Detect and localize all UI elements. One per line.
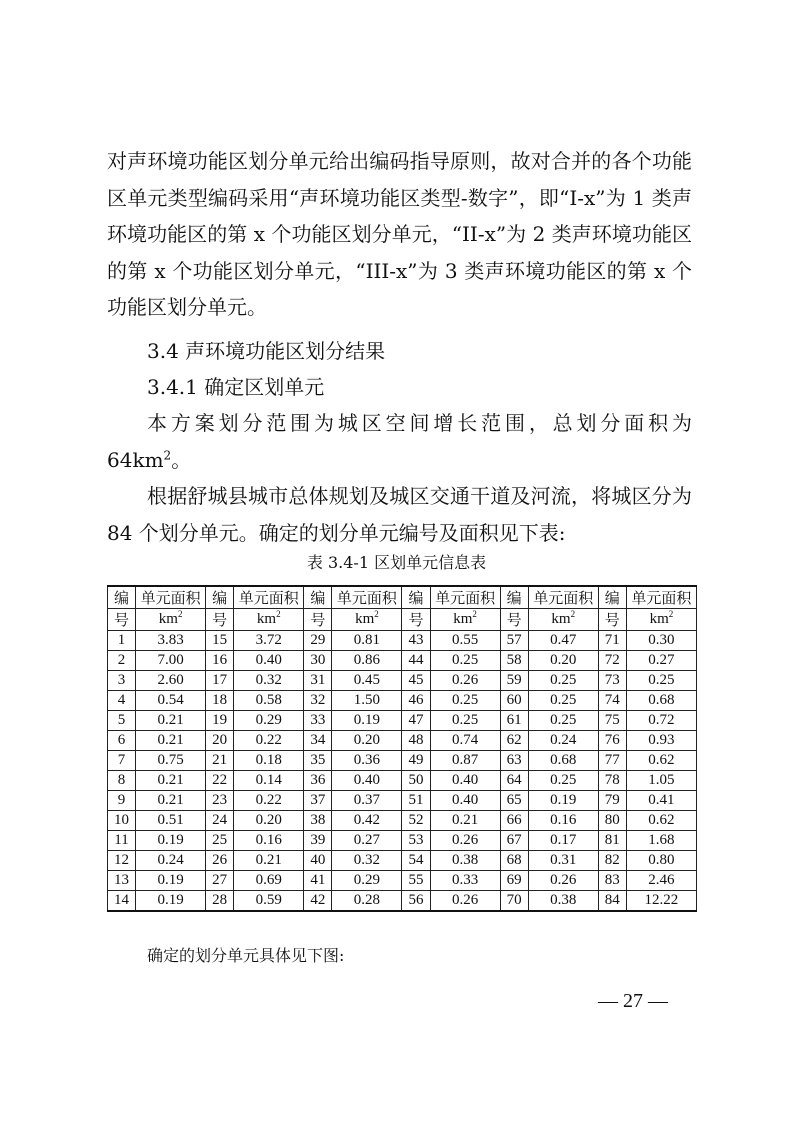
unit-area-cell: 0.80: [626, 851, 696, 871]
unit-number-cell: 6: [108, 731, 136, 751]
unit-area-cell: 0.86: [332, 651, 402, 671]
table-row: [108, 651, 697, 671]
unit-number-cell: 12: [108, 851, 136, 871]
header-number-2: 号: [598, 609, 626, 631]
area-unit-superscript: 2: [177, 609, 183, 619]
unit-area-cell: 0.25: [430, 711, 500, 731]
unit-area-cell: 0.87: [430, 751, 500, 771]
unit-area-cell: 0.40: [430, 791, 500, 811]
unit-number-cell: 71: [598, 631, 626, 651]
unit-number-cell: 40: [304, 851, 332, 871]
unit-area-cell: 0.26: [430, 891, 500, 912]
unit-area-cell: 0.24: [528, 731, 598, 751]
header-number-2: 号: [500, 609, 528, 631]
header-area-unit: [234, 609, 304, 631]
table-caption: 表 3.4-1 区划单元信息表: [306, 553, 487, 572]
table-header: [108, 586, 697, 631]
unit-number-cell: 50: [402, 771, 430, 791]
header-number: 编: [598, 586, 626, 609]
unit-number-cell: 15: [206, 631, 234, 651]
unit-number-cell: 25: [206, 831, 234, 851]
unit-area-cell: 0.18: [234, 751, 304, 771]
header-number-2: 号: [304, 609, 332, 631]
unit-area-cell: 0.32: [234, 671, 304, 691]
unit-number-cell: 33: [304, 711, 332, 731]
area-paragraph: [107, 405, 692, 478]
section-heading-3-4: 3.4 声环境功能区划分结果: [147, 339, 386, 363]
unit-number-cell: 73: [598, 671, 626, 691]
table-row: [108, 731, 697, 751]
table-row: [108, 671, 697, 691]
unit-area-cell: 0.40: [332, 771, 402, 791]
table-row: [108, 791, 697, 811]
header-number: 编: [304, 586, 332, 609]
unit-area-cell: 0.47: [528, 631, 598, 651]
unit-number-cell: 56: [402, 891, 430, 912]
unit-area-cell: 0.21: [136, 771, 206, 791]
unit-number-cell: 45: [402, 671, 430, 691]
unit-number-cell: 41: [304, 871, 332, 891]
unit-area-cell: 1.68: [626, 831, 696, 851]
unit-area-cell: 0.93: [626, 731, 696, 751]
unit-number-cell: 1: [108, 631, 136, 651]
unit-area-cell: 0.25: [430, 651, 500, 671]
unit-number-cell: 2: [108, 651, 136, 671]
unit-area-cell: 0.68: [626, 691, 696, 711]
unit-info-table: [107, 585, 697, 912]
unit-area-cell: 0.20: [528, 651, 598, 671]
unit-number-cell: 78: [598, 771, 626, 791]
unit-area-cell: 0.40: [430, 771, 500, 791]
unit-area-cell: 0.21: [430, 811, 500, 831]
header-area: 单元面积: [430, 586, 500, 609]
unit-area-cell: 0.25: [528, 771, 598, 791]
header-area-unit: [626, 609, 696, 631]
unit-number-cell: 7: [108, 751, 136, 771]
area-unit-text: km: [649, 611, 669, 627]
section-heading-3-4-1: 3.4.1 确定区划单元: [147, 375, 325, 399]
unit-number-cell: 58: [500, 651, 528, 671]
unit-area-cell: 0.40: [234, 651, 304, 671]
unit-number-cell: 49: [402, 751, 430, 771]
unit-area-cell: 0.19: [136, 831, 206, 851]
unit-area-cell: 0.58: [234, 691, 304, 711]
header-area: 单元面积: [332, 586, 402, 609]
unit-number-cell: 74: [598, 691, 626, 711]
unit-number-cell: 22: [206, 771, 234, 791]
unit-number-cell: 83: [598, 871, 626, 891]
unit-number-cell: 59: [500, 671, 528, 691]
table-row: [108, 751, 697, 771]
unit-area-cell: 0.26: [528, 871, 598, 891]
area-unit-text: km: [551, 611, 571, 627]
area-unit-superscript: 2: [472, 609, 477, 619]
table-row: [108, 691, 697, 711]
unit-area-cell: 0.16: [528, 811, 598, 831]
unit-area-cell: 0.19: [332, 711, 402, 731]
unit-area-cell: 0.68: [528, 751, 598, 771]
unit-number-cell: 44: [402, 651, 430, 671]
unit-area-cell: 0.42: [332, 811, 402, 831]
unit-number-cell: 76: [598, 731, 626, 751]
unit-number-cell: 66: [500, 811, 528, 831]
unit-area-cell: 0.32: [332, 851, 402, 871]
unit-number-cell: 81: [598, 831, 626, 851]
header-number: 编: [206, 586, 234, 609]
unit-area-cell: 0.38: [528, 891, 598, 912]
unit-number-cell: 52: [402, 811, 430, 831]
unit-number-cell: 61: [500, 711, 528, 731]
unit-area-cell: 0.22: [234, 731, 304, 751]
unit-area-cell: 0.25: [430, 691, 500, 711]
unit-number-cell: 29: [304, 631, 332, 651]
unit-number-cell: 62: [500, 731, 528, 751]
header-area: 单元面积: [528, 586, 598, 609]
unit-number-cell: 82: [598, 851, 626, 871]
header-number-2: 号: [108, 609, 136, 631]
unit-number-cell: 10: [108, 811, 136, 831]
unit-area-cell: 0.31: [528, 851, 598, 871]
unit-area-cell: 0.25: [528, 671, 598, 691]
table-row: [108, 811, 697, 831]
unit-number-cell: 17: [206, 671, 234, 691]
unit-number-cell: 35: [304, 751, 332, 771]
header-number: 编: [402, 586, 430, 609]
unit-number-cell: 39: [304, 831, 332, 851]
unit-area-cell: 0.25: [528, 711, 598, 731]
header-number: 编: [500, 586, 528, 609]
unit-number-cell: 26: [206, 851, 234, 871]
unit-area-cell: 3.72: [234, 631, 304, 651]
unit-area-cell: 12.22: [626, 891, 696, 912]
unit-area-cell: 0.27: [332, 831, 402, 851]
unit-number-cell: 51: [402, 791, 430, 811]
unit-number-cell: 38: [304, 811, 332, 831]
unit-area-cell: 0.17: [528, 831, 598, 851]
unit-number-cell: 8: [108, 771, 136, 791]
unit-area-cell: 0.19: [136, 891, 206, 912]
unit-number-cell: 77: [598, 751, 626, 771]
unit-number-cell: 80: [598, 811, 626, 831]
table-row: [108, 771, 697, 791]
unit-area-cell: 0.21: [234, 851, 304, 871]
unit-area-cell: 0.20: [332, 731, 402, 751]
table-body: [108, 631, 697, 912]
unit-number-cell: 84: [598, 891, 626, 912]
unit-number-cell: 31: [304, 671, 332, 691]
unit-number-cell: 63: [500, 751, 528, 771]
table-row: [108, 851, 697, 871]
unit-number-cell: 67: [500, 831, 528, 851]
unit-area-cell: 0.29: [234, 711, 304, 731]
unit-number-cell: 5: [108, 711, 136, 731]
unit-area-cell: 0.29: [332, 871, 402, 891]
unit-number-cell: 16: [206, 651, 234, 671]
unit-number-cell: 54: [402, 851, 430, 871]
unit-area-cell: 1.50: [332, 691, 402, 711]
unit-number-cell: 11: [108, 831, 136, 851]
header-area-unit: [528, 609, 598, 631]
unit-area-cell: 0.19: [136, 871, 206, 891]
unit-area-cell: 0.37: [332, 791, 402, 811]
unit-area-cell: 2.60: [136, 671, 206, 691]
unit-area-cell: 0.74: [430, 731, 500, 751]
unit-number-cell: 72: [598, 651, 626, 671]
unit-number-cell: 30: [304, 651, 332, 671]
unit-number-cell: 64: [500, 771, 528, 791]
unit-number-cell: 75: [598, 711, 626, 731]
unit-area-cell: 0.27: [626, 651, 696, 671]
intro-paragraph: 对声环境功能区划分单元给出编码指导原则，故对合并的各个功能区单元类型编码采用“声环境功能区类型-数字”，即“I-x”为 1 类声环境功能区的第 x 个功能区划分单元，“II-x”为 2 类声环境功能区的第 x 个功能区划分单元，“III-x”为 3 类声环境功能区的第 x 个功能区划分单元。: [107, 149, 692, 319]
header-number-2: 号: [206, 609, 234, 631]
header-row-bottom: [108, 609, 697, 631]
unit-area-cell: 0.16: [234, 831, 304, 851]
unit-area-cell: 0.21: [136, 731, 206, 751]
unit-area-cell: 0.20: [234, 811, 304, 831]
unit-number-cell: 3: [108, 671, 136, 691]
unit-area-cell: 0.24: [136, 851, 206, 871]
unit-number-cell: 13: [108, 871, 136, 891]
header-area-unit: [430, 609, 500, 631]
unit-number-cell: 20: [206, 731, 234, 751]
unit-area-cell: 0.22: [234, 791, 304, 811]
division-paragraph: 根据舒城县城市总体规划及城区交通干道及河流，将城区分为 84 个划分单元。确定的划分单元编号及面积见下表:: [107, 484, 692, 545]
unit-area-cell: 0.51: [136, 811, 206, 831]
unit-area-cell: 0.19: [528, 791, 598, 811]
area-paragraph-end: 。: [171, 447, 192, 472]
unit-area-cell: 0.38: [430, 851, 500, 871]
unit-number-cell: 65: [500, 791, 528, 811]
unit-number-cell: 24: [206, 811, 234, 831]
unit-area-cell: 0.62: [626, 751, 696, 771]
unit-number-cell: 60: [500, 691, 528, 711]
unit-area-cell: 7.00: [136, 651, 206, 671]
table-row: [108, 871, 697, 891]
area-paragraph-text: 本方案划分范围为城区空间增长范围，总划分面积为 64km: [107, 411, 692, 472]
unit-area-cell: 0.62: [626, 811, 696, 831]
unit-area-cell: 0.72: [626, 711, 696, 731]
unit-area-cell: 0.21: [136, 711, 206, 731]
area-unit-superscript: 2: [570, 609, 576, 619]
unit-area-cell: 0.28: [332, 891, 402, 912]
header-row-top: [108, 586, 697, 609]
unit-number-cell: 34: [304, 731, 332, 751]
unit-number-cell: 4: [108, 691, 136, 711]
unit-area-cell: 0.41: [626, 791, 696, 811]
area-unit-superscript: 2: [276, 609, 281, 619]
unit-number-cell: 57: [500, 631, 528, 651]
unit-number-cell: 9: [108, 791, 136, 811]
table-row: [108, 711, 697, 731]
unit-number-cell: 53: [402, 831, 430, 851]
unit-number-cell: 69: [500, 871, 528, 891]
header-area-unit: [136, 609, 206, 631]
unit-area-cell: 0.36: [332, 751, 402, 771]
unit-number-cell: 46: [402, 691, 430, 711]
unit-number-cell: 68: [500, 851, 528, 871]
unit-number-cell: 14: [108, 891, 136, 912]
unit-area-cell: 0.59: [234, 891, 304, 912]
unit-area-cell: 0.21: [136, 791, 206, 811]
area-unit-text: km: [158, 611, 178, 627]
area-unit-superscript: 2: [374, 609, 379, 619]
unit-number-cell: 21: [206, 751, 234, 771]
unit-number-cell: 37: [304, 791, 332, 811]
unit-number-cell: 70: [500, 891, 528, 912]
header-number: 编: [108, 586, 136, 609]
unit-area-cell: 3.83: [136, 631, 206, 651]
unit-area-cell: 0.14: [234, 771, 304, 791]
area-unit-text: km: [256, 611, 277, 627]
header-area: 单元面积: [626, 586, 696, 609]
header-area-unit: [332, 609, 402, 631]
area-unit-superscript: 2: [163, 447, 172, 462]
unit-number-cell: 28: [206, 891, 234, 912]
table-row: [108, 831, 697, 851]
unit-area-cell: 0.54: [136, 691, 206, 711]
unit-area-cell: 0.75: [136, 751, 206, 771]
unit-area-cell: 0.25: [626, 671, 696, 691]
unit-area-cell: 0.30: [626, 631, 696, 651]
unit-number-cell: 42: [304, 891, 332, 912]
unit-area-cell: 0.25: [528, 691, 598, 711]
unit-number-cell: 55: [402, 871, 430, 891]
unit-area-cell: 0.33: [430, 871, 500, 891]
header-area: 单元面积: [234, 586, 304, 609]
unit-number-cell: 43: [402, 631, 430, 651]
header-area: 单元面积: [136, 586, 206, 609]
unit-area-cell: 0.81: [332, 631, 402, 651]
unit-number-cell: 18: [206, 691, 234, 711]
unit-area-cell: 0.26: [430, 671, 500, 691]
unit-area-cell: 0.45: [332, 671, 402, 691]
unit-number-cell: 27: [206, 871, 234, 891]
area-unit-superscript: 2: [668, 609, 674, 619]
unit-number-cell: 19: [206, 711, 234, 731]
unit-area-cell: 0.69: [234, 871, 304, 891]
area-unit-text: km: [453, 611, 473, 627]
unit-area-cell: 0.55: [430, 631, 500, 651]
figure-note: 确定的划分单元具体见下图:: [147, 946, 345, 965]
unit-area-cell: 0.26: [430, 831, 500, 851]
table-row: [108, 631, 697, 651]
page-number: — 27 —: [598, 990, 668, 1012]
unit-number-cell: 47: [402, 711, 430, 731]
unit-number-cell: 23: [206, 791, 234, 811]
unit-number-cell: 36: [304, 771, 332, 791]
unit-number-cell: 48: [402, 731, 430, 751]
unit-area-cell: 1.05: [626, 771, 696, 791]
area-unit-text: km: [355, 611, 375, 627]
unit-number-cell: 32: [304, 691, 332, 711]
header-number-2: 号: [402, 609, 430, 631]
unit-area-cell: 2.46: [626, 871, 696, 891]
table-row: [108, 891, 697, 912]
unit-number-cell: 79: [598, 791, 626, 811]
